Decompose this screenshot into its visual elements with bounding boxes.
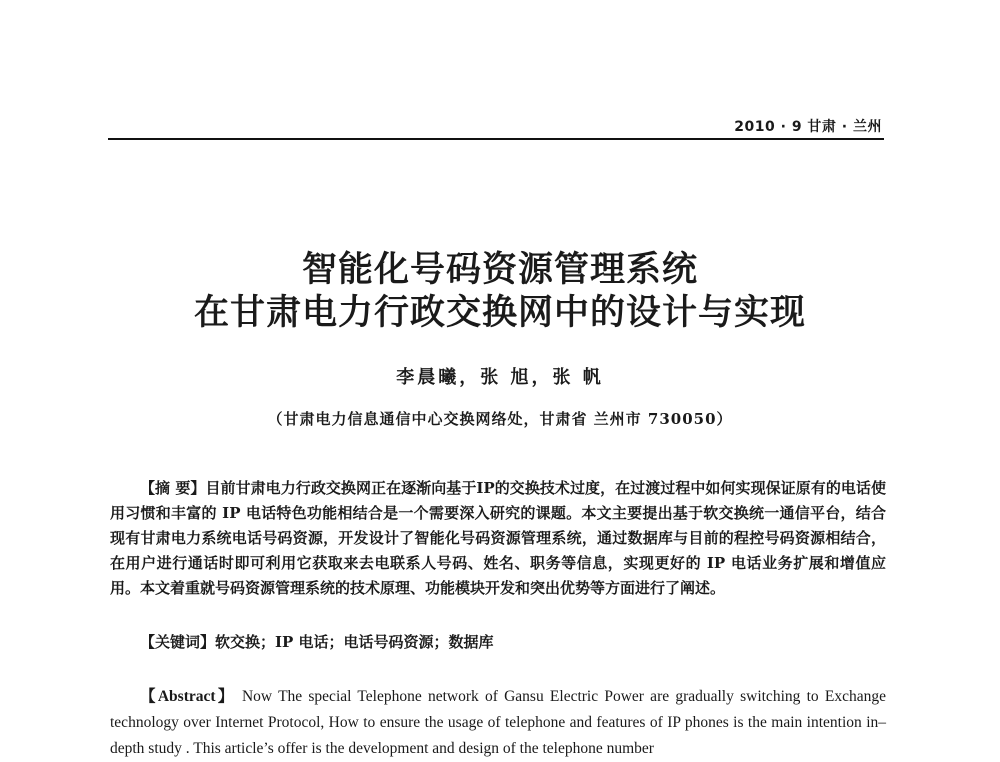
keywords-text: 软交换；IP 电话；电话号码资源；数据库: [215, 633, 494, 651]
paper-title-line-2: 在甘肃电力行政交换网中的设计与实现: [193, 293, 806, 333]
journal-issue-meta: 2010 · 9 甘肃 · 兰州: [734, 119, 882, 135]
affiliation: （甘肃电力信息通信中心交换网络处，甘肃省 兰州市 730050）: [267, 410, 733, 428]
abstract-chinese-label: 【摘 要】: [140, 479, 206, 497]
abstract-chinese-text: 目前甘肃电力行政交换网正在逐渐向基于IP的交换技术过度，在过渡过程中如何实现保证原有的电话使用习惯和丰富的 IP 电话特色功能相结合是一个需要深入研究的课题。本文主要提出基于软交换统一通信平台，结合现有甘肃电力系统电话号码资源，开发设计了智能化号码资源管理系统，通过数据库与目前的程控号码资源相结合，在用户进行通话时即可利用它获取来去电联系人号码、姓名、职务等信息，实现更好的 IP 电话业务扩展和增值应用。本文着重就号码资源管理系统的技术原理、功能模块开发和突出优势等方面进行了阐述。: [110, 479, 886, 597]
keywords-label: 【关键词】: [140, 633, 216, 651]
paper-title-line-1: 智能化号码资源管理系统: [301, 250, 698, 290]
keywords: [140, 630, 886, 655]
abstract-chinese: [110, 476, 886, 601]
header-rule: [108, 138, 884, 140]
abstract-english: [110, 684, 886, 762]
authors: 李晨曦，张 旭，张 帆: [396, 367, 604, 388]
abstract-english-text: Now The special Telephone network of Gansu Electric Power are gradually switching to Exchange technology over Internet Protocol, How to ensure the usage of telephone and features of IP phones is the main intention in–depth study . This article’s offer is the development and design of the telephone number: [110, 688, 886, 757]
abstract-english-label: 【Abstract】: [140, 688, 236, 705]
